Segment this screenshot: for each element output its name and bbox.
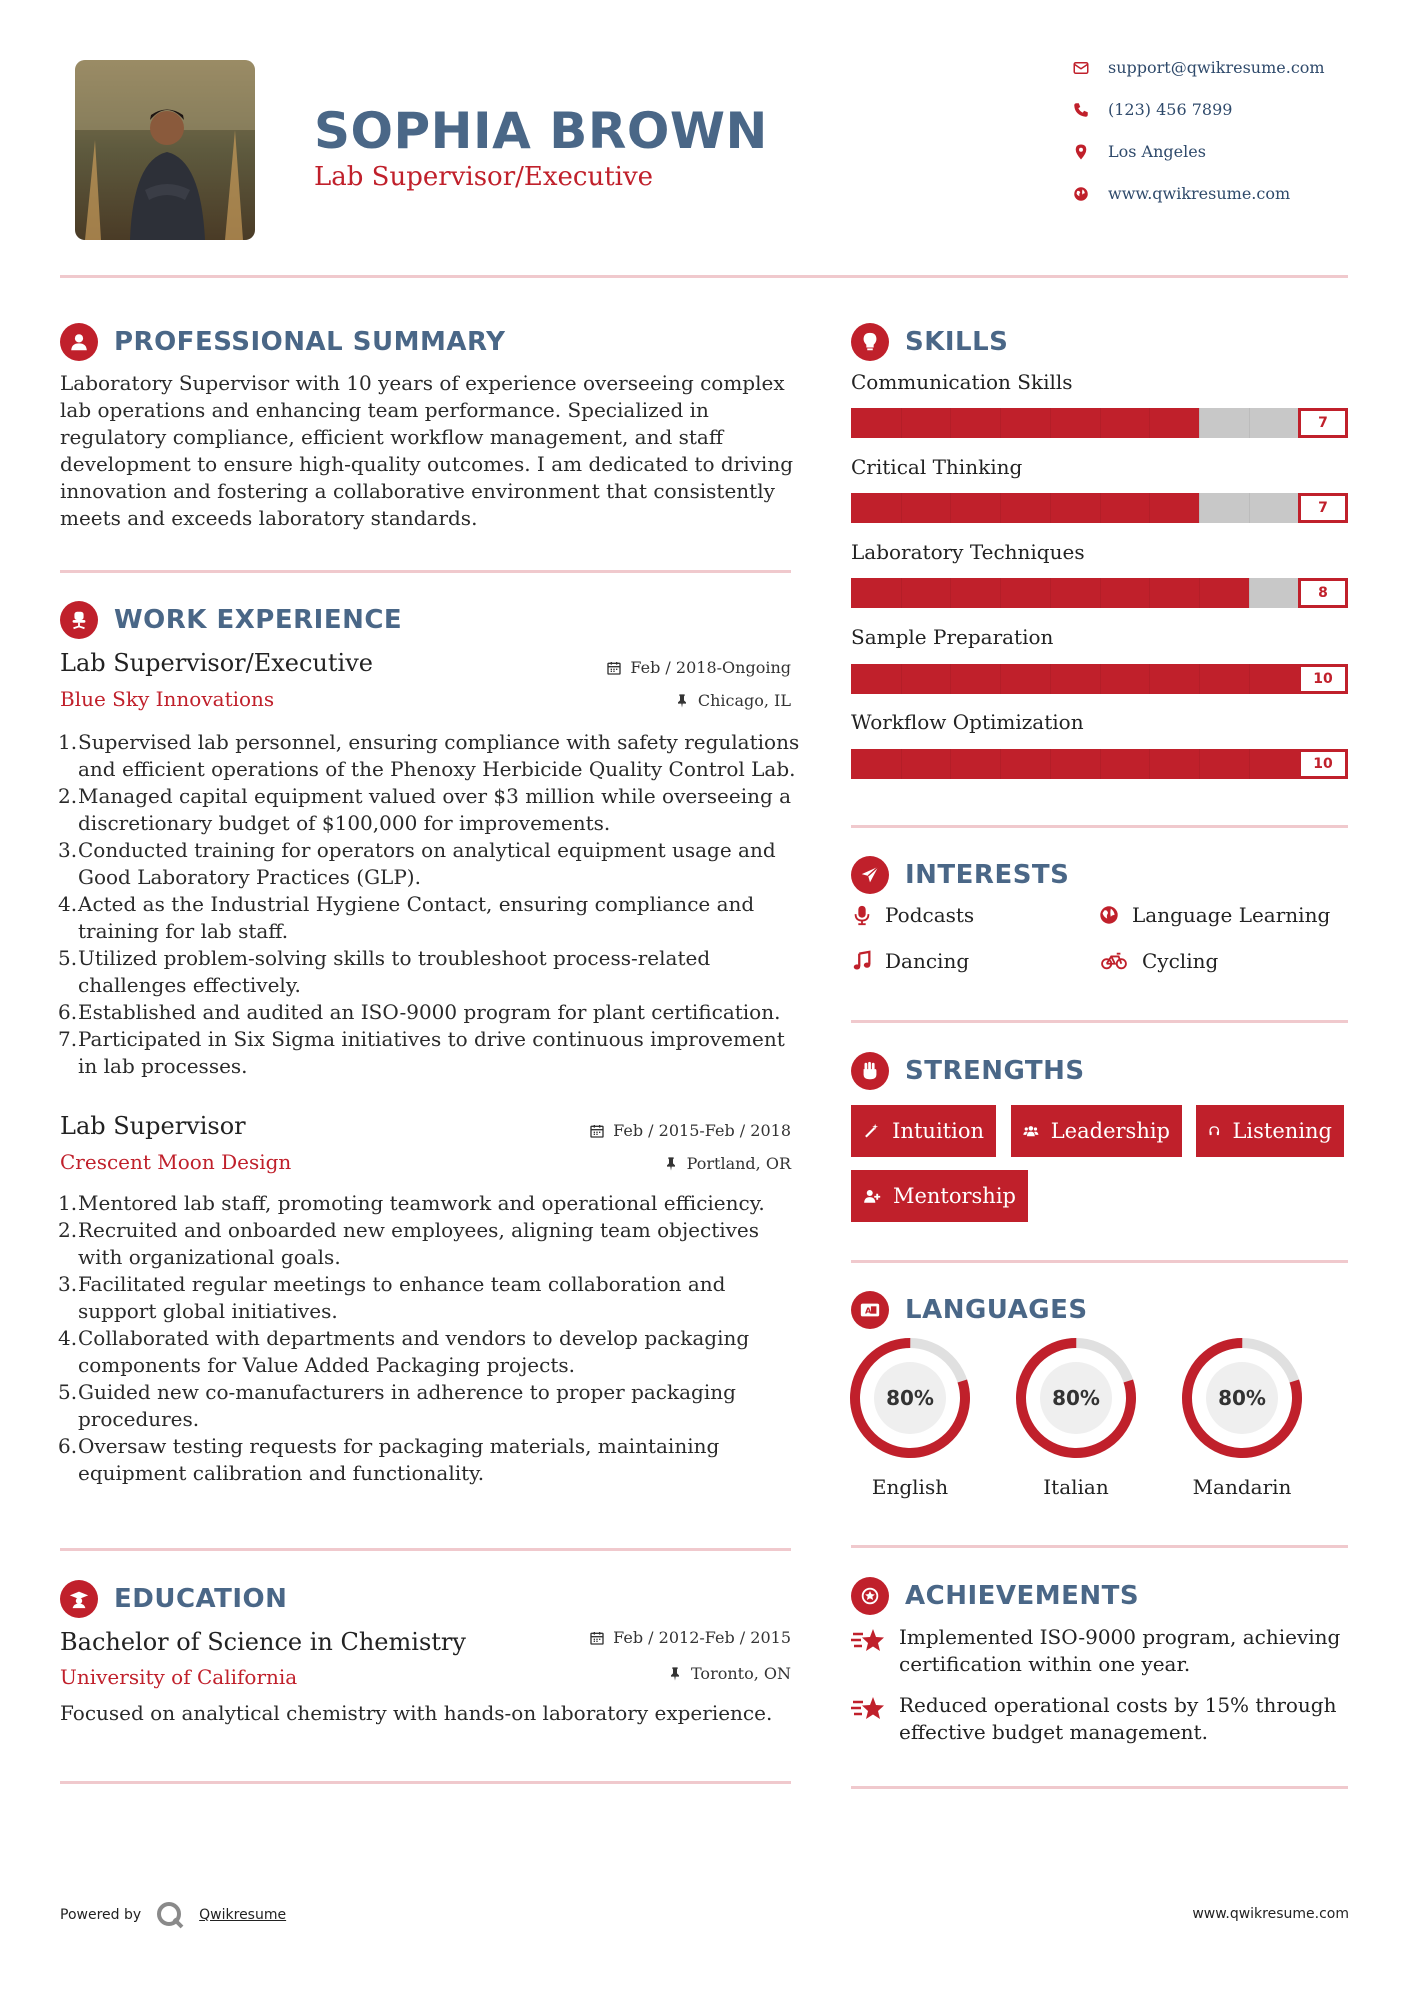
education-location xyxy=(667,1664,791,1683)
skill-segment xyxy=(1249,749,1299,779)
paper-plane-icon xyxy=(851,856,889,894)
education-date xyxy=(589,1628,791,1647)
skill-bar xyxy=(851,749,1348,779)
skill-segment xyxy=(851,578,901,608)
headphones-icon xyxy=(1208,1119,1220,1143)
education-title: EDUCATION xyxy=(114,1584,288,1614)
skill-bar xyxy=(851,408,1348,438)
list-item: 1. Mentored lab staff, promoting teamwork and operational efficiency. xyxy=(58,1191,765,1215)
skill-segment xyxy=(1000,493,1050,523)
list-item: 4. Acted as the Industrial Hygiene Contact, ensuring compliance and training for lab staff. xyxy=(58,892,755,943)
contact-location xyxy=(1072,142,1206,161)
skill-segment xyxy=(1199,578,1249,608)
contact-email-text: support@qwikresume.com xyxy=(1108,58,1325,77)
skill-segment xyxy=(1050,664,1100,694)
skill-name: Laboratory Techniques xyxy=(851,540,1085,564)
qwikresume-logo-icon xyxy=(155,1900,185,1930)
achievements-divider xyxy=(851,1786,1348,1789)
list-item: 1. Supervised lab personnel, ensuring compliance with safety regulations and efficient operations of the Phenoxy Herbicide Quality Control Lab. xyxy=(58,730,800,781)
strength-label: Listening xyxy=(1232,1119,1332,1143)
skill-segment xyxy=(851,493,901,523)
strength-badge xyxy=(851,1105,996,1157)
contact-website[interactable] xyxy=(1072,184,1290,203)
skill-level-badge: 8 xyxy=(1298,578,1348,608)
achievement-text: Reduced operational costs by 15% through effective budget management. xyxy=(899,1693,1337,1744)
skill-segment xyxy=(1149,749,1199,779)
svg-text:A: A xyxy=(864,1305,872,1316)
skill-segment xyxy=(851,408,901,438)
skill-segment xyxy=(950,749,1000,779)
skill-level-badge: 10 xyxy=(1298,749,1348,779)
bicycle-icon xyxy=(1098,950,1130,972)
language-name: Mandarin xyxy=(1192,1475,1292,1499)
graduate-icon xyxy=(60,1580,98,1618)
skill-segment xyxy=(950,578,1000,608)
strength-label: Leadership xyxy=(1050,1119,1170,1143)
job-2-location-text: Portland, OR xyxy=(686,1154,791,1173)
skills-divider xyxy=(851,825,1348,828)
contact-phone[interactable] xyxy=(1072,100,1232,119)
qwikresume-link[interactable]: Qwikresume xyxy=(199,1907,287,1923)
skill-segment xyxy=(1100,493,1150,523)
star-badge-icon xyxy=(851,1577,889,1615)
interest-item xyxy=(1098,903,1330,927)
phone-icon xyxy=(1072,101,1090,119)
strengths-heading xyxy=(851,1052,1085,1090)
languages-divider xyxy=(851,1545,1348,1548)
job-1-date-text: Feb / 2018-Ongoing xyxy=(630,658,791,677)
education-school: University of California xyxy=(60,1665,298,1689)
footer-url[interactable]: www.qwikresume.com xyxy=(1192,1906,1349,1922)
language-name: English xyxy=(871,1475,949,1499)
job-1-bullets xyxy=(60,729,800,1080)
skills-title: SKILLS xyxy=(905,327,1009,357)
experience-divider xyxy=(60,1548,791,1551)
summary-heading xyxy=(60,323,505,361)
globe-icon xyxy=(1072,185,1090,203)
skill-segment xyxy=(1050,749,1100,779)
education-divider xyxy=(60,1781,791,1784)
skill-segment xyxy=(1100,408,1150,438)
magic-wand-icon xyxy=(863,1119,880,1143)
globe-icon xyxy=(1098,904,1120,926)
skill-segment xyxy=(1249,578,1299,608)
skill-segment xyxy=(1000,664,1050,694)
language-icon xyxy=(851,1291,889,1329)
header-divider xyxy=(60,275,1348,278)
envelope-icon xyxy=(1072,59,1090,77)
shooting-star-icon xyxy=(851,1694,885,1724)
interest-item xyxy=(851,903,974,927)
job-2-date xyxy=(589,1121,791,1140)
job-1-date xyxy=(606,658,791,677)
job-2-title: Lab Supervisor xyxy=(60,1112,246,1140)
contact-website-text: www.qwikresume.com xyxy=(1108,184,1291,203)
list-item: 5. Guided new co-manufacturers in adherence to proper packaging procedures. xyxy=(58,1380,736,1431)
education-date-text: Feb / 2012-Feb / 2015 xyxy=(613,1628,791,1647)
skill-name: Workflow Optimization xyxy=(851,710,1084,734)
thumbtack-icon xyxy=(663,1156,679,1172)
language-item xyxy=(847,1335,973,1499)
shooting-star-icon xyxy=(851,1626,885,1656)
calendar-icon xyxy=(606,660,622,676)
skill-bar xyxy=(851,493,1348,523)
strengths-title: STRENGTHS xyxy=(905,1056,1085,1086)
languages-heading xyxy=(851,1291,1088,1329)
skill-segment xyxy=(1149,408,1199,438)
achievements-title: ACHIEVEMENTS xyxy=(905,1581,1140,1611)
users-icon xyxy=(1023,1119,1039,1143)
language-percent: 80% xyxy=(886,1386,934,1410)
job-2-date-text: Feb / 2015-Feb / 2018 xyxy=(613,1121,791,1140)
skill-segment xyxy=(1149,493,1199,523)
skill-segment xyxy=(1249,493,1299,523)
skill-segment xyxy=(1000,408,1050,438)
skill-segment xyxy=(901,408,951,438)
thumbtack-icon xyxy=(667,1666,683,1682)
job-1-company: Blue Sky Innovations xyxy=(60,687,275,711)
skill-name: Critical Thinking xyxy=(851,455,1023,479)
skill-segment xyxy=(1050,408,1100,438)
education-degree: Bachelor of Science in Chemistry xyxy=(60,1628,466,1656)
interests-divider xyxy=(851,1020,1348,1023)
achievement-item xyxy=(851,1692,1348,1746)
skill-level-badge: 10 xyxy=(1298,664,1348,694)
strengths-divider xyxy=(851,1260,1348,1263)
map-pin-icon xyxy=(1072,143,1090,161)
skill-segment xyxy=(1050,578,1100,608)
contact-phone-text: (123) 456 7899 xyxy=(1108,100,1233,119)
language-percent: 80% xyxy=(1052,1386,1100,1410)
skill-bar xyxy=(851,664,1348,694)
skill-segment xyxy=(851,749,901,779)
education-heading xyxy=(60,1580,287,1618)
summary-text: Laboratory Supervisor with 10 years of experience overseeing complex lab operations and enhancing team performance. Specialized in regulatory compliance, efficient workflow management, and staff development to ensure high-quality outcomes. I am dedicated to driving innovation and fostering a collaborative environment that consistently meets and exceeds laboratory standards. xyxy=(60,371,794,530)
calendar-icon xyxy=(589,1630,605,1646)
skill-segment xyxy=(1149,578,1199,608)
skill-name: Communication Skills xyxy=(851,370,1073,394)
education-text: Focused on analytical chemistry with hands-on laboratory experience. xyxy=(60,1701,773,1725)
profile-photo xyxy=(75,60,255,240)
candidate-title: Lab Supervisor/Executive xyxy=(314,162,654,192)
language-ring xyxy=(1179,1335,1305,1461)
skill-segment xyxy=(950,493,1000,523)
achievement-item xyxy=(851,1624,1348,1678)
strength-badge xyxy=(1196,1105,1344,1157)
list-item: 5. Utilized problem-solving skills to troubleshoot process-related challenges effectively. xyxy=(58,946,711,997)
skill-segment xyxy=(1199,408,1249,438)
user-icon xyxy=(60,323,98,361)
job-2-bullets xyxy=(60,1190,800,1487)
job-1-location xyxy=(674,691,791,710)
skill-segment xyxy=(901,664,951,694)
powered-by-text: Powered by xyxy=(60,1907,142,1923)
skill-segment xyxy=(1199,493,1249,523)
skill-segment xyxy=(1100,578,1150,608)
music-note-icon xyxy=(851,950,873,972)
strength-badge xyxy=(851,1170,1028,1222)
strength-badge xyxy=(1011,1105,1182,1157)
summary-divider xyxy=(60,570,791,573)
interests-title: INTERESTS xyxy=(905,860,1070,890)
skill-segment xyxy=(1000,578,1050,608)
skill-segment xyxy=(1249,664,1299,694)
skill-segment xyxy=(901,749,951,779)
job-1-title: Lab Supervisor/Executive xyxy=(60,649,373,677)
list-item: 6. Established and audited an ISO-9000 program for plant certification. xyxy=(58,1000,781,1024)
interest-label: Dancing xyxy=(885,949,970,973)
user-plus-icon xyxy=(863,1184,881,1208)
interests-heading xyxy=(851,856,1069,894)
strength-label: Mentorship xyxy=(892,1184,1016,1208)
interest-item xyxy=(1098,949,1218,973)
skill-name: Sample Preparation xyxy=(851,625,1054,649)
microphone-icon xyxy=(851,904,873,926)
language-name: Italian xyxy=(1043,1475,1109,1499)
language-ring xyxy=(1013,1335,1139,1461)
lightbulb-icon xyxy=(851,323,889,361)
job-2-location xyxy=(663,1154,791,1173)
languages-title: LANGUAGES xyxy=(905,1295,1088,1325)
fist-icon xyxy=(851,1052,889,1090)
skill-segment xyxy=(950,664,1000,694)
list-item: 4. Collaborated with departments and vendors to develop packaging components for Value Added Packaging projects. xyxy=(58,1326,750,1377)
list-item: 3. Facilitated regular meetings to enhance team collaboration and support global initiatives. xyxy=(58,1272,726,1323)
contact-email[interactable] xyxy=(1072,58,1325,77)
language-percent: 80% xyxy=(1218,1386,1266,1410)
skill-bar xyxy=(851,578,1348,608)
candidate-name: SOPHIA BROWN xyxy=(314,102,768,160)
list-item: 2. Recruited and onboarded new employees, aligning team objectives with organizational goals. xyxy=(58,1218,760,1269)
list-item: 7. Participated in Six Sigma initiatives to drive continuous improvement in lab processes. xyxy=(58,1027,785,1078)
list-item: 2. Managed capital equipment valued over $3 million while overseeing a discretionary budget of $100,000 for improvements. xyxy=(58,784,792,835)
skill-segment xyxy=(1000,749,1050,779)
thumbtack-icon xyxy=(674,693,690,709)
list-item: 6. Oversaw testing requests for packaging materials, maintaining equipment calibration and functionality. xyxy=(58,1434,720,1485)
education-location-text: Toronto, ON xyxy=(691,1664,791,1683)
language-item xyxy=(1179,1335,1305,1499)
calendar-icon xyxy=(589,1123,605,1139)
skill-level-badge: 7 xyxy=(1298,408,1348,438)
skill-segment xyxy=(901,578,951,608)
language-item xyxy=(1013,1335,1139,1499)
skill-segment xyxy=(1149,664,1199,694)
skill-segment xyxy=(851,664,901,694)
interest-label: Language Learning xyxy=(1132,903,1331,927)
achievement-text: Implemented ISO-9000 program, achieving certification within one year. xyxy=(899,1625,1341,1676)
skills-heading xyxy=(851,323,1008,361)
office-chair-icon xyxy=(60,601,98,639)
job-2-company: Crescent Moon Design xyxy=(60,1150,292,1174)
language-ring xyxy=(847,1335,973,1461)
achievements-heading xyxy=(851,1577,1139,1615)
contact-location-text: Los Angeles xyxy=(1108,142,1206,161)
footer-powered-by xyxy=(60,1900,286,1930)
skill-segment xyxy=(950,408,1000,438)
skill-level-badge: 7 xyxy=(1298,493,1348,523)
skill-segment xyxy=(901,493,951,523)
summary-title: PROFESSIONAL SUMMARY xyxy=(114,327,506,357)
strength-label: Intuition xyxy=(892,1119,984,1143)
job-1-location-text: Chicago, IL xyxy=(697,691,791,710)
skill-segment xyxy=(1199,664,1249,694)
interest-item xyxy=(851,949,969,973)
list-item: 3. Conducted training for operators on analytical equipment usage and Good Laboratory Practices (GLP). xyxy=(58,838,776,889)
skill-segment xyxy=(1100,664,1150,694)
skill-segment xyxy=(1199,749,1249,779)
skill-segment xyxy=(1100,749,1150,779)
experience-heading xyxy=(60,601,402,639)
interest-label: Podcasts xyxy=(885,903,975,927)
skill-segment xyxy=(1050,493,1100,523)
skill-segment xyxy=(1249,408,1299,438)
experience-title: WORK EXPERIENCE xyxy=(114,605,403,635)
interest-label: Cycling xyxy=(1142,949,1219,973)
